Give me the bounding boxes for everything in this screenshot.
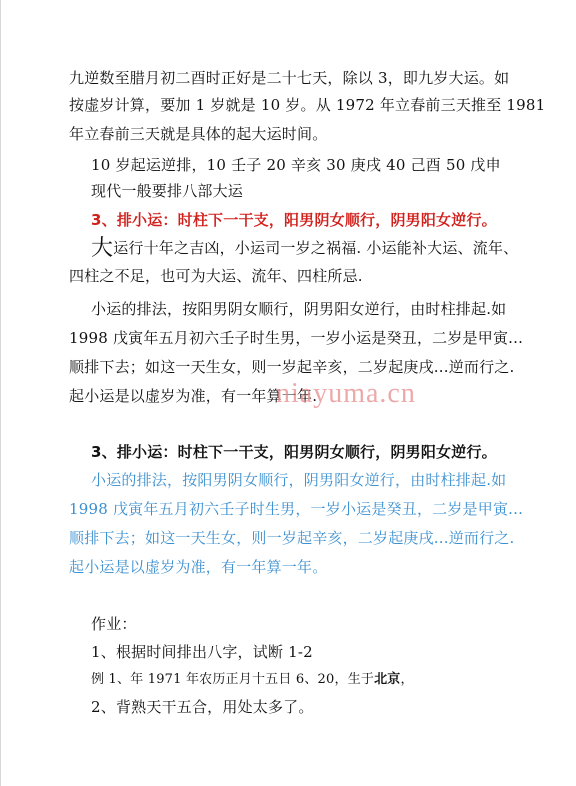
- homework-item1: 1、根据时间排出八字，试断 1-2: [91, 643, 313, 661]
- paragraph1-line1: 九逆数至腊月初二酉时正好是二十七天，除以 3，即九岁大运。如: [69, 69, 510, 87]
- heading-black: 3、排小运：时柱下一干支，阳男阴女顺行，阴男阳女逆行。: [91, 443, 497, 461]
- paragraph1-line3: 年立春前三天就是具体的起大运时间。: [69, 125, 328, 143]
- blue-paragraph-line1: 小运的排法，按阳男阴女顺行，阴男阳女逆行，由时柱排起.如: [91, 471, 507, 489]
- paragraph2-line1: [91, 236, 519, 261]
- paragraph2-line1-rest: 运行十年之吉凶，小运司一岁之祸福. 小运能补大运、流年、: [113, 239, 519, 257]
- homework-example-prefix: 例 1、年 1971 年农历正月十五日 6、20，生于: [91, 672, 375, 687]
- blue-paragraph-line4: 起小运是以虚岁为准，有一年算一年。: [69, 558, 328, 576]
- heading-red: 3、排小运：时柱下一干支，阳男阴女顺行，阴男阳女逆行。: [91, 211, 497, 229]
- homework-item2: 2、背熟天干五合，用处太多了。: [91, 698, 314, 716]
- paragraph2-line2: 四柱之不足，也可为大运、流年、四柱所忌.: [69, 267, 363, 285]
- blue-paragraph-line3: 顺排下去；如这一天生女，则一岁起辛亥，二岁起庚戌...逆而行之.: [69, 529, 515, 547]
- list-line-1: 10 岁起运逆排，10 壬子 20 辛亥 30 庚戌 40 己酉 50 戊申: [91, 156, 501, 174]
- homework-example-place: 北京: [374, 672, 401, 687]
- paragraph3-line1: 小运的排法，按阳男阴女顺行，阴男阳女逆行，由时柱排起.如: [91, 300, 507, 318]
- list-line-2: 现代一般要排八部大运: [91, 182, 244, 200]
- blue-paragraph-line2: 1998 戊寅年五月初六壬子时生男，一岁小运是癸丑，二岁是甲寅...: [69, 500, 524, 518]
- big-initial-char: 大: [91, 236, 114, 261]
- homework-example-suffix: ，: [400, 672, 414, 687]
- paragraph3-line3: 顺排下去；如这一天生女，则一岁起辛亥，二岁起庚戌...逆而行之.: [69, 358, 515, 376]
- homework-example: [91, 670, 414, 690]
- paragraph1-line2: 按虚岁计算，要加 1 岁就是 10 岁。从 1972 年立春前三天推至 1981: [69, 96, 546, 114]
- watermark: niayuma.cn: [276, 378, 416, 409]
- homework-title: 作业：: [91, 615, 137, 633]
- paragraph3-line4: 起小运是以虚岁为准，有一年算一年.: [69, 387, 318, 405]
- paragraph3-line2: 1998 戊寅年五月初六壬子时生男，一岁小运是癸丑，二岁是甲寅...: [69, 329, 524, 347]
